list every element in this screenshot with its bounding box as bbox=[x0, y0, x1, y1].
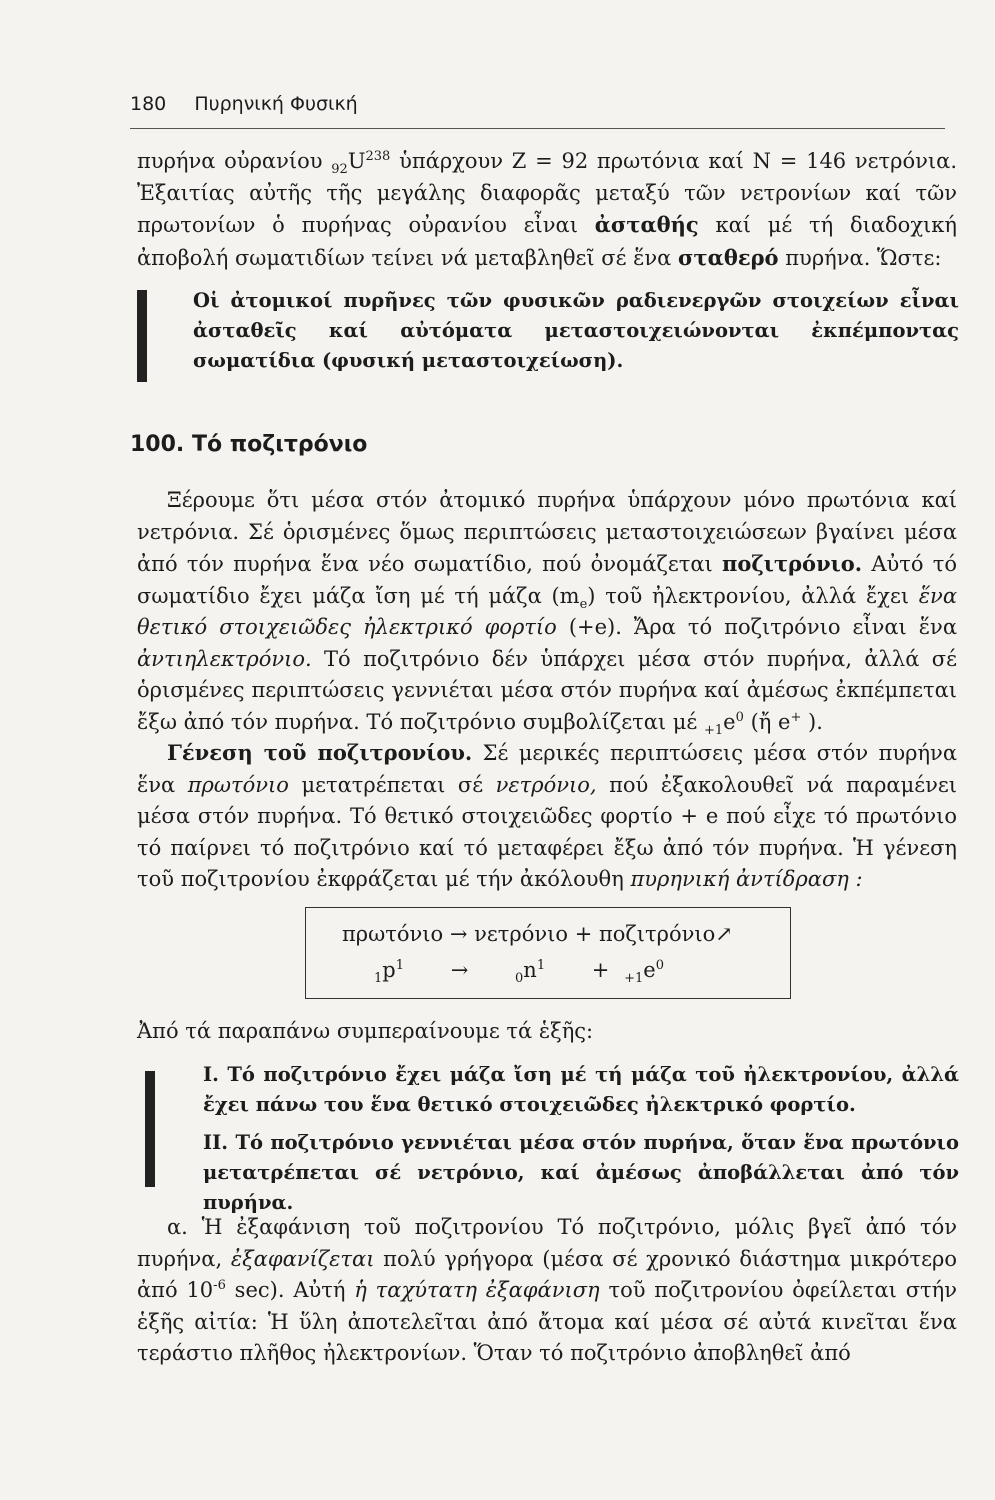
intro-paragraph: πυρήνα οὐρανίου $_{92}U^{238}$ ὑπάρχουν Z = 92 πρωτόνια καί N = 146 νετρόνια. Ἐξαιτίας αὐτῆς τῆς μεγάλης διαφορᾶς μεταξύ τῶν νετρονίων καί τῶν πρωτονίων ὁ πυρήνας οὐρανίου εἶναι ἀσταθής καί μέ τή διαδοχική ἀποβολή σωματιδίων τείνει νά μεταβληθεῖ σέ ἕνα σταθερό πυρήνα. Ὥστε: bbox=[137, 149, 958, 270]
section-title: Τό ποζιτρόνιο bbox=[191, 432, 368, 457]
final-paragraph: α. Ἡ ἐξαφάνιση τοῦ ποζιτρονίου Τό ποζιτρόνιο, μόλις βγεῖ ἀπό τόν πυρήνα, ἐξαφανίζεται πολύ γρήγορα (μέσα σέ χρονικό διάστημα μικρότερο ἀπό $10^{-6}$ sec). Αὐτή ἡ ταχύτατη ἐξαφάνιση τοῦ ποζιτρονίου ὀφείλεται στήν ἑξῆς αἰτία: Ἡ ὕλη ἀποτελεῖται ἀπό ἄτομα καί μέσα σέ αὐτά κινεῖται ἕνα τεράστιο πλῆθος ἠλεκτρονίων. Ὅταν τό ποζιτρόνιο ἀποβληθεῖ ἀπό bbox=[137, 1215, 957, 1365]
conclusions-sidebar bbox=[145, 1071, 155, 1187]
page-number: 180 bbox=[130, 93, 167, 115]
arrow-right-icon: → bbox=[450, 958, 469, 982]
header-rule bbox=[130, 128, 945, 129]
rule-sidebar bbox=[137, 290, 147, 382]
arrow-up-icon: ↗ bbox=[715, 922, 733, 946]
conclusion-item: I. Τό ποζιτρόνιο ἔχει μάζα ἴση μέ τή μάζα τοῦ ἠλεκτρονίου, ἀλλά ἔχει πάνω του ἕνα θετικό στοιχειῶδες ἠλεκτρικό φορτίο. bbox=[203, 1063, 959, 1116]
equation-symbols: $_1p^1 \to _0n^1 + _{+1}e^0$ bbox=[374, 958, 664, 987]
conclusions-list bbox=[203, 1060, 959, 1226]
page-header bbox=[130, 93, 358, 115]
section-heading bbox=[130, 432, 367, 457]
running-title: Πυρηνική Φυσική bbox=[194, 93, 358, 115]
body-paragraph-2: Γένεση τοῦ ποζιτρονίου. Σέ μερικές περιπτώσεις μέσα στόν πυρήνα ἕνα πρωτόνιο μετατρέπεται σέ νετρόνιο, πού ἐξακολουθεῖ νά παραμένει μέσα στόν πυρήνα. Τό θετικό στοιχειῶδες φορτίο + e πού εἶχε τό πρωτόνιο τό παίρνει τό ποζιτρόνιο καί τό μεταφέρει ἔξω ἀπό τόν πυρήνα. Ἡ γένεση τοῦ ποζιτρονίου ἐκφράζεται μέ τήν ἀκόλουθη πυρηνική ἀντίδραση : bbox=[137, 740, 957, 891]
rule-statement: Οἱ ἀτομικοί πυρῆνες τῶν φυσικῶν ραδιενεργῶν στοιχείων εἶναι ἀσταθεῖς καί αὐτόματα μεταστοιχειώνονται ἐκπέμποντας σωματίδια (φυσική μεταστοιχείωση). bbox=[193, 289, 959, 372]
body-paragraph-1: Ξέρουμε ὅτι μέσα στόν ἀτομικό πυρήνα ὑπάρχουν μόνο πρωτόνια καί νετρόνια. Σέ ὁρισμένες ὅμως περιπτώσεις μεταστοιχειώσεων βγαίνει μέσα ἀπό τόν πυρήνα ἕνα νέο σωματίδιο, πού ὀνομάζεται ποζιτρόνιο. Αὐτό τό σωματίδιο ἔχει μάζα ἴση μέ τή μάζα $(m_e)$ τοῦ ἠλεκτρονίου, ἀλλά ἔχει ἕνα θετικό στοιχειῶδες ἠλεκτρικό φορτίο (+e). Ἄρα τό ποζιτρόνιο εἶναι ἕνα ἀντιηλεκτρόνιο. Τό ποζιτρόνιο δέν ὑπάρχει μέσα στόν πυρήνα, ἀλλά σέ ὁρισμένες περιπτώσεις γεννιέται μέσα στόν πυρήνα καί ἀμέσως ἐκπέμπεται ἔξω ἀπό τόν πυρήνα. Τό ποζιτρόνιο συμβολίζεται μέ $_{+1}e^0$ (ἤ e+ ). bbox=[137, 488, 958, 738]
conclusion-intro: Ἀπό τά παραπάνω συμπεραίνουμε τά ἑξῆς: bbox=[137, 1019, 594, 1043]
reaction-equation-box bbox=[305, 907, 791, 999]
equation-words: πρωτόνιο → νετρόνιο + ποζιτρόνιο↗ bbox=[342, 922, 733, 946]
section-number: 100. bbox=[130, 432, 185, 457]
conclusion-item: II. Τό ποζιτρόνιο γεννιέται μέσα στόν πυρήνα, ὅταν ἕνα πρωτόνιο μετατρέπεται σέ νετρόνιο, καί ἀμέσως ἀποβάλλεται ἀπό τόν πυρήνα. bbox=[203, 1131, 960, 1214]
